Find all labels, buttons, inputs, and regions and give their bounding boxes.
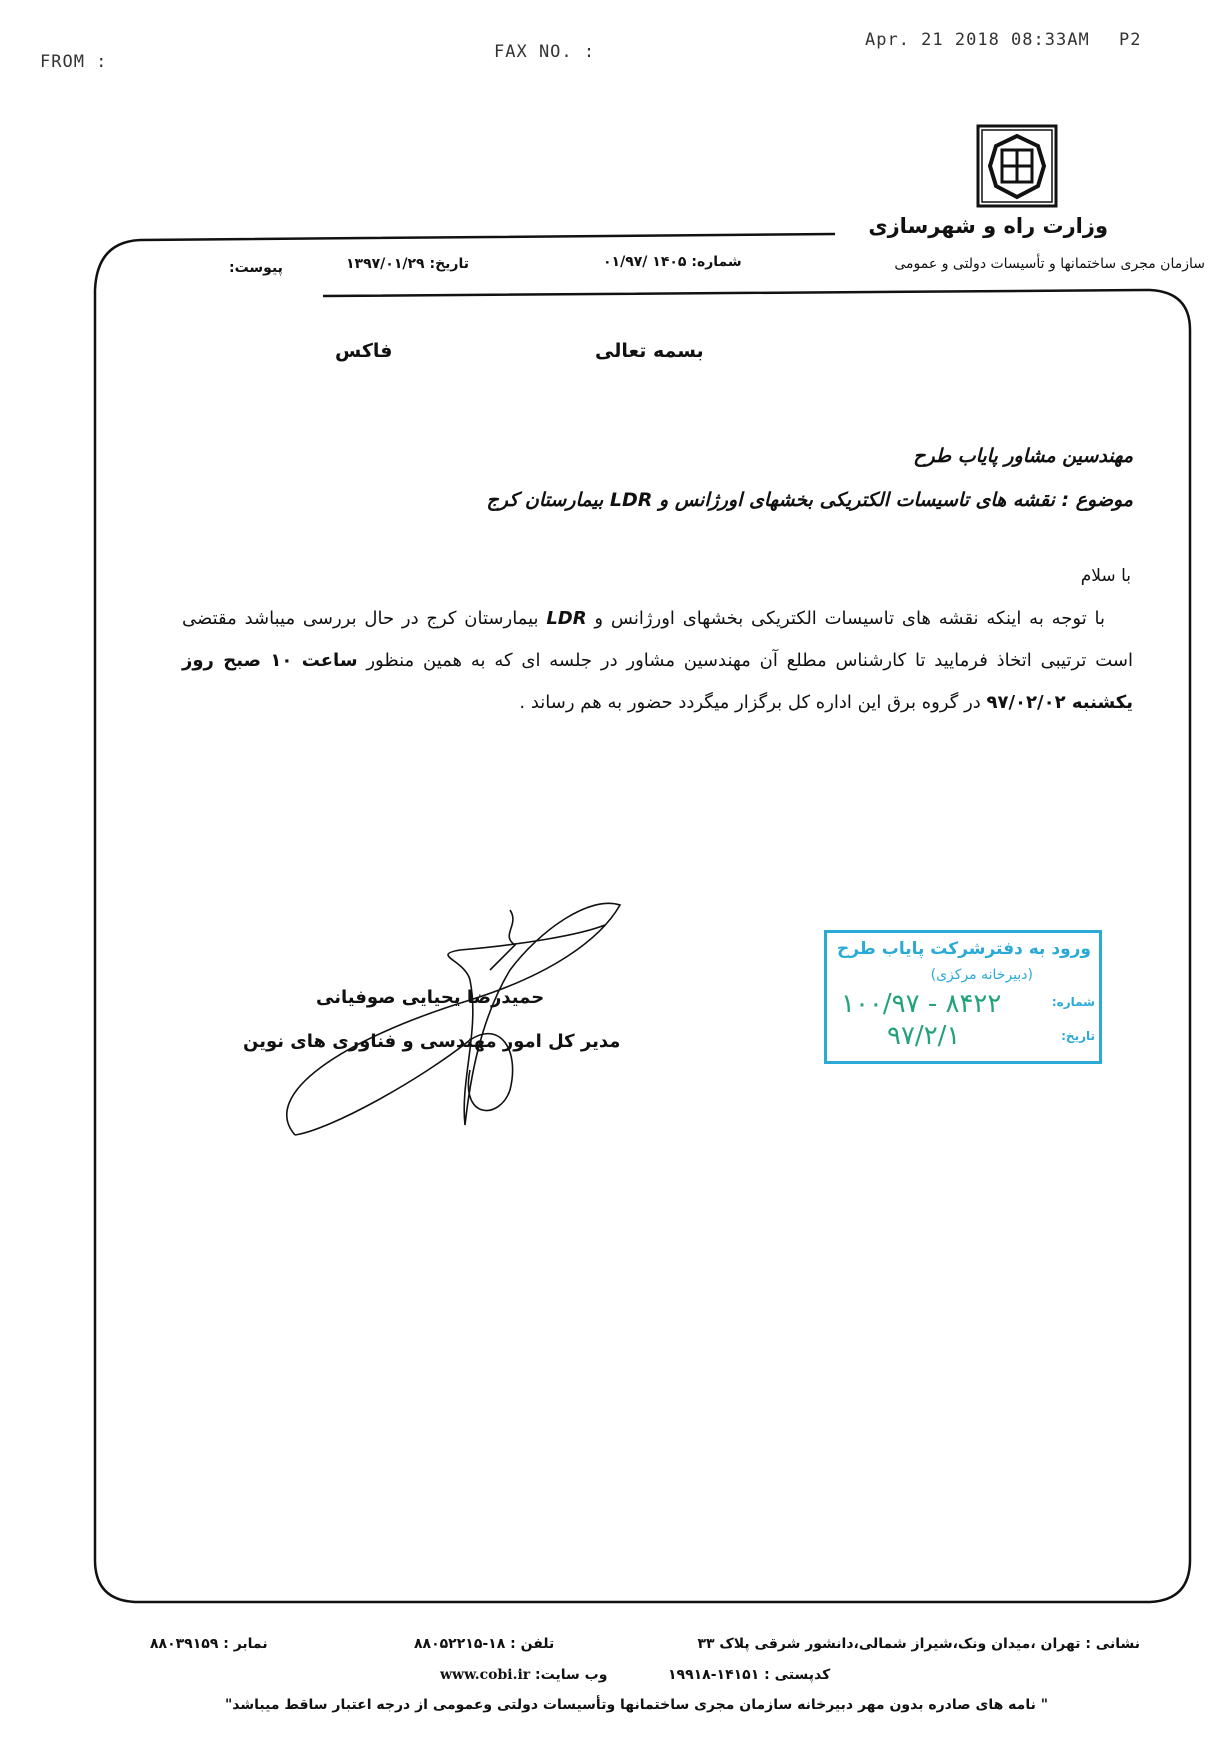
footer-disclaimer: " نامه های صادره بدون مهر دبیرخانه سازمان مجری ساختمانها وتأسیسات دولتی وعمومی از درجه اعتبار ساقط میباشد" [225, 1697, 1048, 1713]
recipient: مهندسین مشاور پایاب طرح [913, 445, 1133, 467]
signatory-name: حمیدرضا یحیایی صوفیانی [316, 987, 545, 1008]
letter-number [603, 254, 742, 270]
stamp-date-label: تاریخ: [1061, 1029, 1095, 1043]
footer-address: نشانی : تهران ،میدان ونک،شیراز شمالی،دانشور شرقی پلاک ۳۳ [697, 1636, 1140, 1652]
fax-number-label: FAX NO. : [494, 42, 596, 62]
organization-name: سازمان مجری ساختمانها و تأسیسات دولتی و عمومی [894, 256, 1205, 272]
received-stamp [824, 930, 1102, 1064]
fax-from-label: FROM : [40, 52, 108, 72]
attachment-label: پیوست: [229, 260, 283, 276]
letter-type: فاکس [335, 340, 393, 362]
footer-phone: تلفن : ۱۸-۸۸۰۵۲۲۱۵ [414, 1636, 555, 1652]
letter-body [182, 598, 1133, 724]
stamp-number-value: ۱۰۰/۹۷ - ۸۴۲۲ [841, 989, 1002, 1019]
footer-fax: نمابر : ۸۸۰۳۹۱۵۹ [150, 1636, 268, 1652]
subject: موضوع : نقشه های تاسیسات الکتریکی بخشهای اورژانس و LDR بیمارستان کرج [486, 489, 1133, 511]
signature-icon [220, 880, 640, 1140]
date-label: تاریخ: [429, 256, 469, 272]
footer-website [440, 1667, 607, 1683]
fax-time: Apr. 21 2018 08:33AM [865, 30, 1090, 50]
stamp-line1: ورود به دفترشرکت پایاب طرح [836, 939, 1091, 959]
footer-postal-code: کدپستی : ۱۴۱۵۱-۱۹۹۱۸ [668, 1667, 831, 1683]
invocation: بسمه تعالی [595, 340, 704, 362]
meeting-time: ساعت ۱۰ صبح روز یکشنبه ۹۷/۰۲/۰۲ [182, 650, 1133, 713]
fax-page: P2 [1118, 30, 1142, 50]
website-label: وب سایت: [535, 1667, 608, 1683]
body-text: با توجه به اینکه نقشه های تاسیسات الکتریکی بخشهای اورژانس و [586, 608, 1105, 629]
signatory-title: مدیر کل امور مهندسی و فناوری های نوین [243, 1031, 621, 1052]
greeting: با سلام [1080, 566, 1131, 586]
stamp-line2: (دبیرخانه مرکزی) [930, 967, 1033, 983]
body-ldr: LDR [546, 608, 587, 629]
letter-date [346, 256, 469, 272]
stamp-number-label: شماره: [1051, 995, 1095, 1009]
date-value: ۱۳۹۷/۰۱/۲۹ [346, 256, 425, 272]
ministry-name: وزارت راه و شهرسازی [868, 214, 1108, 238]
stamp-date-value: ۹۷/۲/۱ [887, 1021, 961, 1051]
website-link[interactable]: www.cobi.ir [440, 1667, 531, 1683]
body-text: در گروه برق این اداره کل برگزار میگردد حضور به هم رساند . [519, 692, 987, 713]
body-text: بیمارستان کرج در حال بررسی میباشد مقتضی است ترتیبی اتخاذ فرمایید تا کارشناس مطلع آن مهندسین مشاور در جلسه ای که به همین منظور [182, 608, 1134, 671]
number-label: شماره: [691, 254, 742, 270]
number-value: ۰۱/۹۷/ ۱۴۰۵ [603, 254, 687, 270]
